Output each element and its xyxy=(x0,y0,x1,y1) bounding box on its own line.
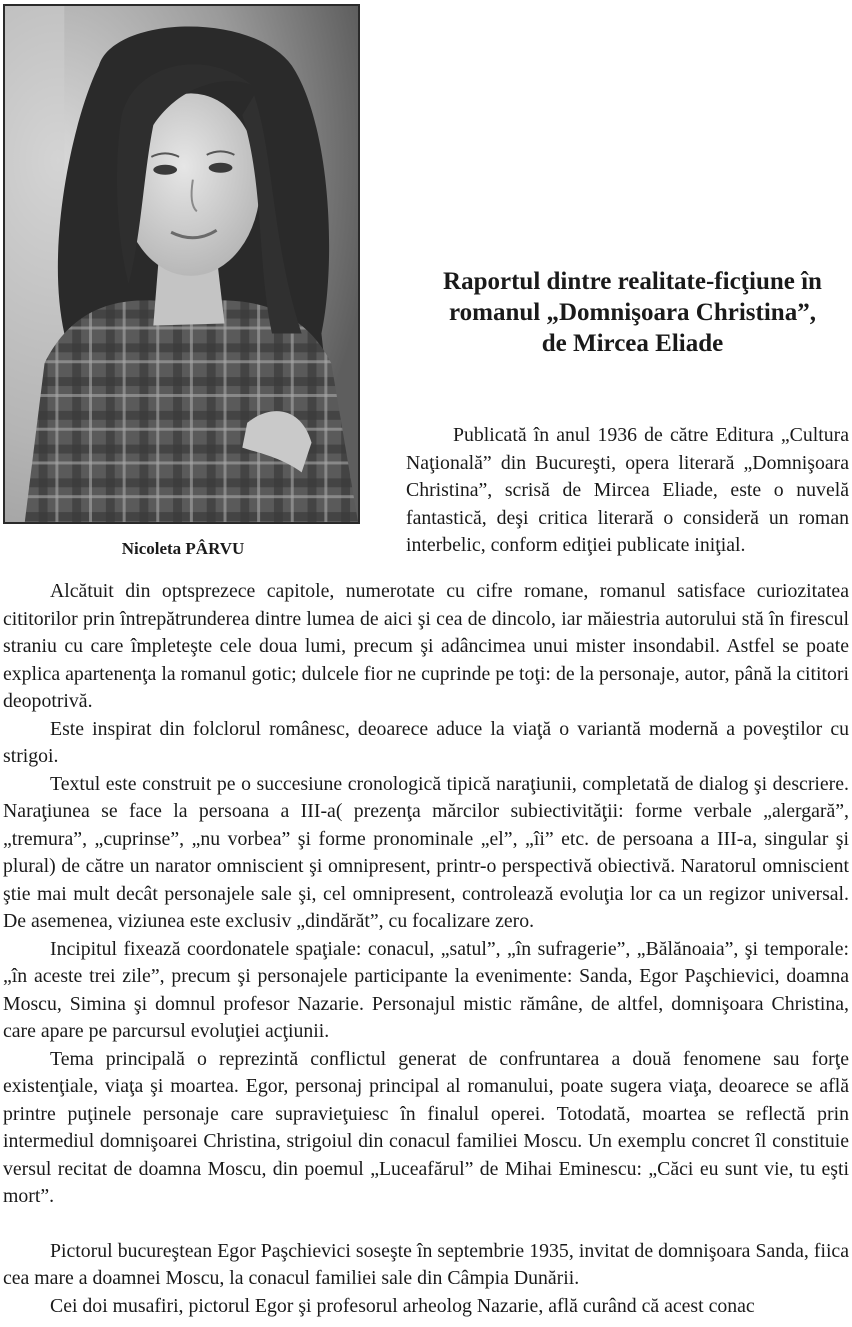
body-paragraph: Pictorul bucureştean Egor Paşchievici soseşte în septembrie 1935, invitat de domnişoara Sanda, fiica cea mare a doamnei Moscu, la conacul familiei sale din Câmpia Dunării. xyxy=(3,1239,849,1289)
title-line: de Mircea Eliade xyxy=(541,330,724,357)
body-paragraph: Incipitul fixează coordonatele spaţiale: conacul, „satul”, „în sufragerie”, „Bălănoaia”, şi temporale: „în aceste trei zile”, precum şi personajele participante la evenimente: Sanda, Egor Paşchievici, doamna Moscu, Simina şi domnul profesor Nazarie. Personajul mistic rămâne, de altfel, domnişoara Christina, care apare pe parcursul evoluţiei acţiunii. xyxy=(3,937,849,1042)
article-body xyxy=(3,578,849,1320)
body-paragraph: Alcătuit din optsprezece capitole, numerotate cu cifre romane, romanul satisface curiozitatea cititorilor prin întrepătrunderea dintre lumea de aici şi cea de dincolo, iar măiestria autorului stă în firescul straniu cu care împleteşte cele doua lumi, precum şi adâncimea unui mister insondabil. Astfel se poate explica apartenenţa la romanul gotic; dulcele fior ne cuprinde pe toţi: de la personaje, autor, până la cititori deopotrivă. xyxy=(3,580,849,712)
body-paragraph: Cei doi musafiri, pictorul Egor şi profesorul arheolog Nazarie, află curând că acest conac xyxy=(50,1294,755,1317)
intro-paragraph: Publicată în anul 1936 de către Editura „Cultura Naţională” din Bucureşti, opera literară „Domnişoara Christina”, scrisă de Mircea Eliade, este o nuvelă fantastică, deşi critica literară o consideră un roman interbelic, conform ediţiei publicate iniţial. xyxy=(406,424,849,556)
article-title xyxy=(395,266,852,359)
body-paragraph: Textul este construit pe o succesiune cronologică tipică naraţiunii, completată de dialog şi descriere. Naraţiunea se face la persoana a III-a( prezenţa mărcilor subiectivităţii: forme verbale „alergară”, „tremura”, „cuprinse”, „nu vorbea” şi forme pronominale „el”, „îi” etc. de persoana a III-a, singular şi plural) de către un narator omniscient şi omnipresent, printr-o perspectivă obiectivă. Naratorul omniscient ştie mai mult decât personajele sale şi, cel omnipresent, controlează evoluţia lor ca un regizor universal. De asemenea, viziunea este exclusiv „dindărăt”, cu focalizare zero. xyxy=(3,772,849,932)
title-line: romanul „Domnişoara Christina”, xyxy=(449,299,816,326)
author-portrait-photo xyxy=(3,4,360,524)
intro-column xyxy=(406,422,849,560)
author-caption: Nicoleta PÂRVU xyxy=(121,539,245,558)
body-paragraph: Tema principală o reprezintă conflictul generat de confruntarea a două fenomene sau forţe existenţiale, viaţa şi moartea. Egor, personaj principal al romanului, poate sugera viaţa, deoarece se află printre puţinele personaje care supravieţuiesc în finalul operei. Totodată, moartea se reflectă prin intermediul domnişoarei Christina, strigoiul din conacul familiei Moscu. Un exemplu concret îl constituie versul recitat de doamna Moscu, din poemul „Luceafărul” de Mihai Eminescu: „Căci eu sunt vie, tu eşti mort”. xyxy=(3,1047,849,1207)
portrait-image xyxy=(5,6,358,522)
body-paragraph: Este inspirat din folclorul românesc, deoarece aduce la viaţă o variantă modernă a poveştilor cu strigoi. xyxy=(3,717,849,767)
title-line: Raportul dintre realitate-ficţiune în xyxy=(443,268,822,295)
